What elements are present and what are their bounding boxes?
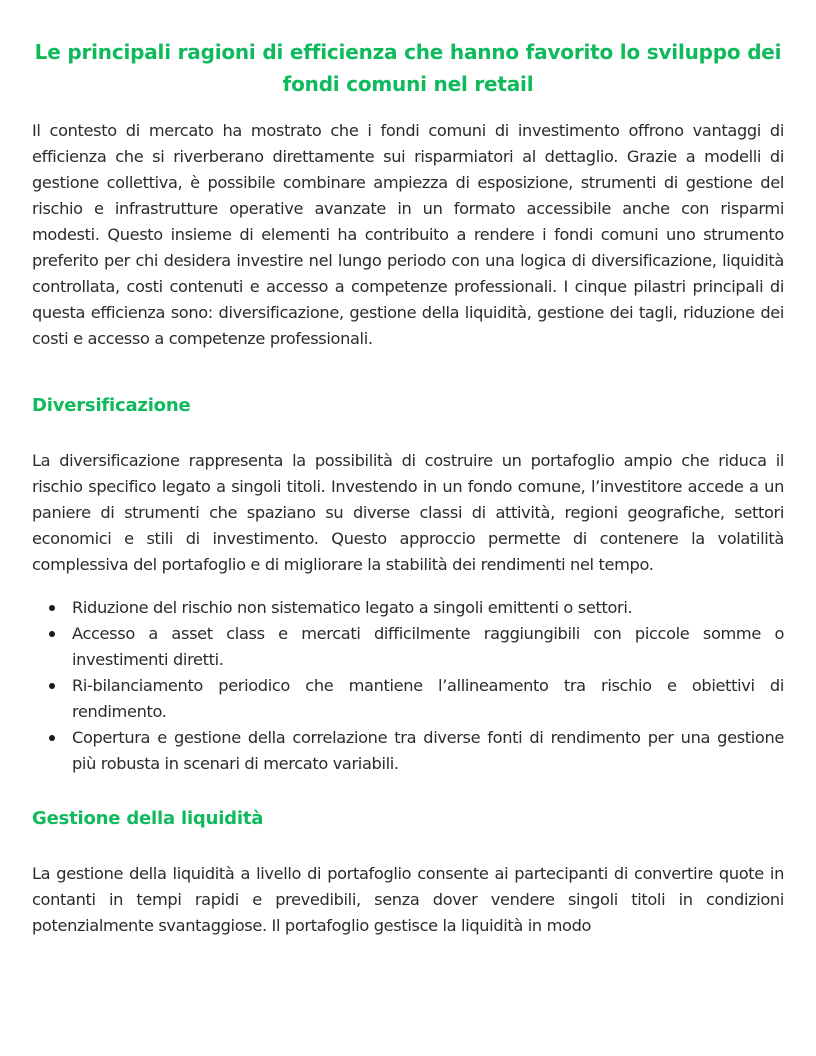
section-heading-diversificazione: Diversificazione xyxy=(32,395,191,416)
section-heading-gestione-liquidita: Gestione della liquidità xyxy=(32,808,264,829)
bullet-icon xyxy=(49,605,55,611)
bullet-icon xyxy=(49,683,55,689)
document-page xyxy=(32,36,784,939)
list-item-text: Copertura e gestione della correlazione tra diverse fonti di rendimento per una gestione più robusta in scenari di mercato variabili. xyxy=(72,728,784,773)
page-title: Le principali ragioni di efficienza che hanno favorito lo sviluppo dei fondi comuni nel retail xyxy=(34,40,782,96)
list-item xyxy=(32,673,784,725)
list-item xyxy=(32,595,784,621)
list-item xyxy=(32,725,784,777)
bullet-icon xyxy=(49,631,55,637)
intro-paragraph: Il contesto di mercato ha mostrato che i fondi comuni di investimento offrono vantaggi di efficienza che si riverberano direttamente sui risparmiatori al dettaglio. Grazie a modelli di gestione collettiva, è possibile combinare ampiezza di esposizione, strumenti di gestione del rischio e infrastrutture operative avanzate in un formato accessibile anche con risparmi modesti. Questo insieme di elementi ha contribuito a rendere i fondi comuni uno strumento preferito per chi desidera investire nel lungo periodo con una logica di diversificazione, liquidità controllata, costi contenuti e accesso a competenze professionali. I cinque pilastri principali di questa efficienza sono: diversificazione, gestione della liquidità, gestione dei tagli, riduzione dei costi e accesso a competenze professionali. xyxy=(32,121,784,348)
list-item-text: Ri-bilanciamento periodico che mantiene l’allineamento tra rischio e obiettivi di rendimento. xyxy=(72,676,784,721)
bullet-icon xyxy=(49,735,55,741)
list-item-text: Accesso a asset class e mercati difficilmente raggiungibili con piccole somme o investimenti diretti. xyxy=(72,624,784,669)
gestione-liquidita-paragraph: La gestione della liquidità a livello di portafoglio consente ai partecipanti di convertire quote in contanti in tempi rapidi e prevedibili, senza dover vendere singoli titoli in condizioni potenzialmente svantaggiose. Il portafoglio gestisce la liquidità in modo xyxy=(32,864,784,935)
diversificazione-bullet-list xyxy=(32,595,784,777)
list-item-text: Riduzione del rischio non sistematico legato a singoli emittenti o settori. xyxy=(72,598,633,617)
diversificazione-paragraph: La diversificazione rappresenta la possibilità di costruire un portafoglio ampio che riduca il rischio specifico legato a singoli titoli. Investendo in un fondo comune, l’investitore accede a un paniere di strumenti che spaziano su diverse classi di attività, regioni geografiche, settori economici e stili di investimento. Questo approccio permette di contenere la volatilità complessiva del portafoglio e di migliorare la stabilità dei rendimenti nel tempo. xyxy=(32,451,784,574)
list-item xyxy=(32,621,784,673)
